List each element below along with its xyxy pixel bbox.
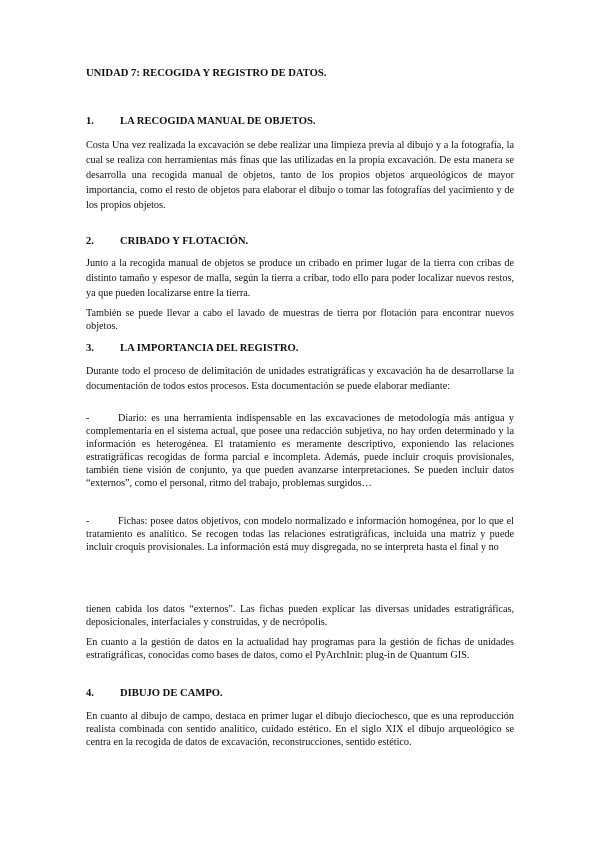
- section-number: 2.: [86, 236, 94, 247]
- section-1-heading: [86, 116, 316, 127]
- section-title: LA RECOGIDA MANUAL DE OBJETOS.: [120, 116, 316, 127]
- bullet-diario: [86, 412, 514, 490]
- section-4-paragraph-1: En cuanto al dibujo de campo, destaca en primer lugar el dibujo dieciochesco, que es una reproducción realista combinada con sentido analítico, cuidado estético. En el siglo XIX el dibujo arqueológico se centra en la recogida de datos de excavación, reconstrucciones, sentido estético.: [86, 711, 514, 748]
- page-title: UNIDAD 7: RECOGIDA Y REGISTRO DE DATOS.: [86, 68, 327, 79]
- bullet-dash: -: [86, 516, 90, 527]
- section-title: LA IMPORTANCIA DEL REGISTRO.: [120, 343, 299, 354]
- section-4-heading: [86, 688, 223, 699]
- section-title: DIBUJO DE CAMPO.: [120, 688, 223, 699]
- bullet-text: Diario: es una herramienta indispensable en las excavaciones de metodología más antigua y complementaria en el sistema actual, que posee una redacción subjetiva, no hay orden determinado y la información es heterogénea. El tratamiento es meramente descriptivo, exponiendo las relaciones estratigráficas recogidas de forma parcial e incompleta. Además, puede incluir croquis provisionales, también tiene visión de conjunto, ya que pueden avanzarse interpretaciones. Se pueden incluir datos “externos”, como el personal, ritmo del trabajo, problemas surgidos…: [86, 413, 514, 489]
- section-3-after-paragraph-1: tienen cabida los datos “externos”. Las fichas pueden explicar las diversas unidades estratigráficas, deposicionales, interfaciales y construidas, y de necrópolis.: [86, 604, 514, 628]
- section-3-heading: [86, 343, 298, 354]
- section-number: 3.: [86, 343, 94, 354]
- section-2-paragraph-1: Junto a la recogida manual de objetos se produce un cribado en primer lugar de la tierra con cribas de distinto tamaño y espesor de malla, según la tierra a cribar, todo ello para poder localizar nuevos restos, ya que pueden localizarse entre la tierra.: [86, 258, 514, 299]
- section-number: 4.: [86, 688, 94, 699]
- bullet-dash: -: [86, 413, 90, 424]
- bullet-fichas: [86, 515, 514, 554]
- section-3-paragraph-1: Durante todo el proceso de delimitación de unidades estratigráficas y excavación ha de desarrollarse la documentación de todos estos procesos. Esta documentación se puede elaborar mediante:: [86, 366, 514, 392]
- section-title: CRIBADO Y FLOTACIÓN.: [120, 236, 249, 247]
- section-2-paragraph-2: También se puede llevar a cabo el lavado de muestras de tierra por flotación para encontrar nuevos objetos.: [86, 308, 514, 332]
- bullet-text: Fichas: posee datos objetivos, con modelo normalizado e información homogénea, por lo que el tratamiento es analítico. Se recogen todas las relaciones estratigráficas, incluida una matriz y puede incluir croquis provisionales. La información está muy disgregada, no se interpreta hasta el final y no: [86, 516, 514, 553]
- section-2-heading: [86, 236, 248, 247]
- section-3-after-paragraph-2: En cuanto a la gestión de datos en la actualidad hay programas para la gestión de fichas de unidades estratigráficas, conocidas como bases de datos, como el PyArchInit: plug-in de Quantum GIS.: [86, 637, 514, 661]
- section-1-paragraph-1: Costa Una vez realizada la excavación se debe realizar una limpieza previa al dibujo y a la fotografía, la cual se realiza con herramientas más finas que las utilizadas en la propia excavación. De esta manera se desarrolla una recogida manual de objetos, tanto de los propios objetos arqueológicos de mayor importancia, como el resto de objetos para elaborar el dibujo o tomar las fotografías del yacimiento y de los propios objetos.: [86, 140, 514, 211]
- section-number: 1.: [86, 116, 94, 127]
